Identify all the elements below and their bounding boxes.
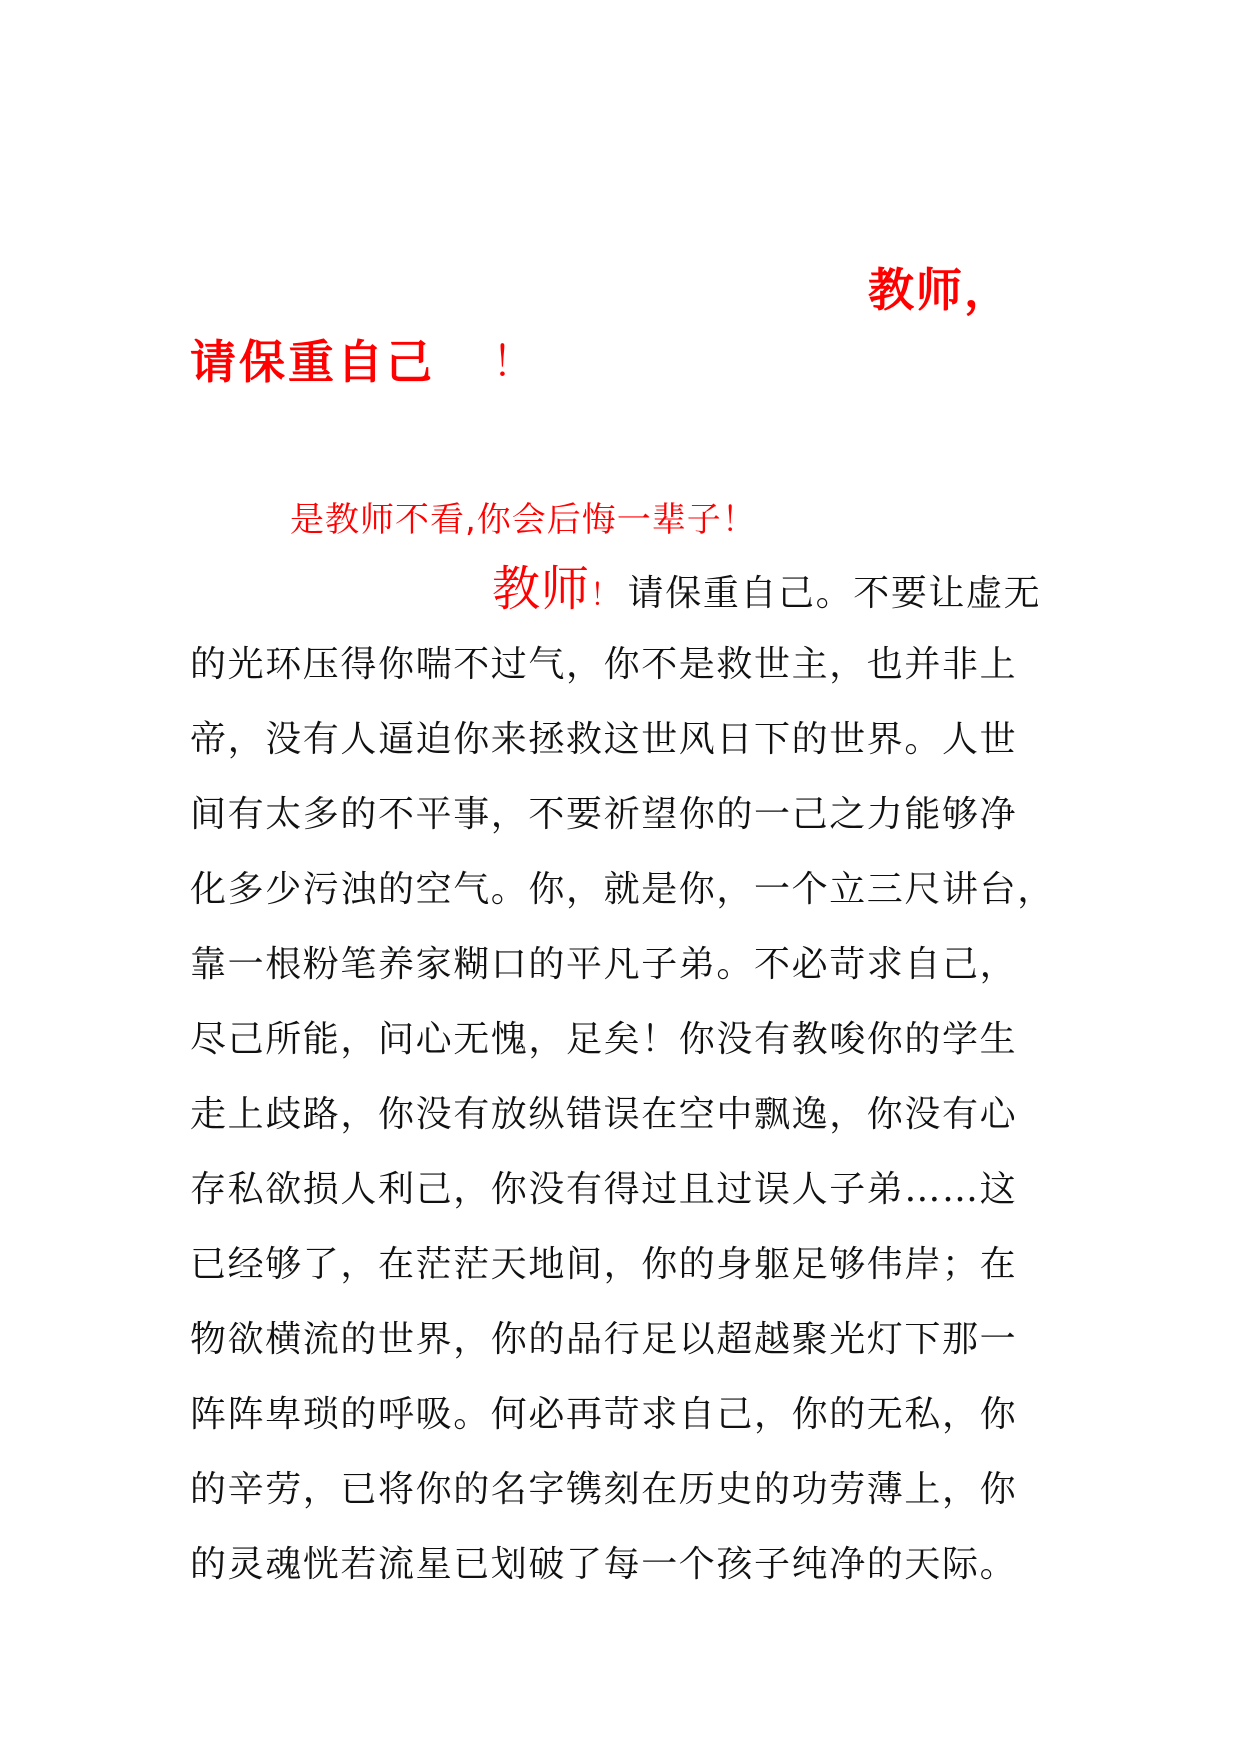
body-lead-line [190, 552, 1210, 627]
body-line: 存私欲损人利己，你没有得过且过误人子弟……这 [190, 1169, 1018, 1210]
body-line: 阵阵卑琐的呼吸。何必再苛求自己，你的无私，你 [190, 1394, 1018, 1435]
body-line: 的光环压得你喘不过气，你不是救世主，也并非上 [190, 644, 1018, 685]
body-line: 的辛劳，已将你的名字镌刻在历史的功劳薄上，你 [190, 1469, 1018, 1510]
body-line: 化多少污浊的空气。你，就是你，一个立三尺讲台， [190, 869, 1055, 910]
body-lead-word: 教师 [492, 561, 591, 617]
body-line: 物欲横流的世界，你的品行足以超越聚光灯下那一 [190, 1319, 1018, 1360]
title-line-2: 请保重自己 [190, 335, 435, 389]
body-first-line-rest: 请保重自己。不要让虚无 [627, 573, 1042, 614]
title-exclamation: ！ [492, 337, 535, 386]
body-line: 走上歧路，你没有放纵错误在空中飘逸，你没有心 [190, 1094, 1018, 1135]
body-line: 已经够了，在茫茫天地间，你的身躯足够伟岸；在 [190, 1244, 1018, 1285]
body-line: 帝，没有人逼迫你来拯救这世风日下的世界。人世 [190, 719, 1018, 760]
title-line-1: 教师， [868, 263, 1012, 317]
subtitle: 是教师不看,你会后悔一辈子！ [290, 500, 757, 540]
body-line: 尽己所能，问心无愧，足矣！你没有教唆你的学生 [190, 1019, 1018, 1060]
body-line: 间有太多的不平事，不要祈望你的一己之力能够净 [190, 794, 1018, 835]
body-line: 靠一根粉笔养家糊口的平凡子弟。不必苛求自己， [190, 944, 1018, 985]
body-line: 的灵魂恍若流星已划破了每一个孩子纯净的天际。 [190, 1544, 1018, 1585]
body-lead-exclamation: ！ [590, 578, 622, 613]
body-text [190, 552, 1210, 1602]
